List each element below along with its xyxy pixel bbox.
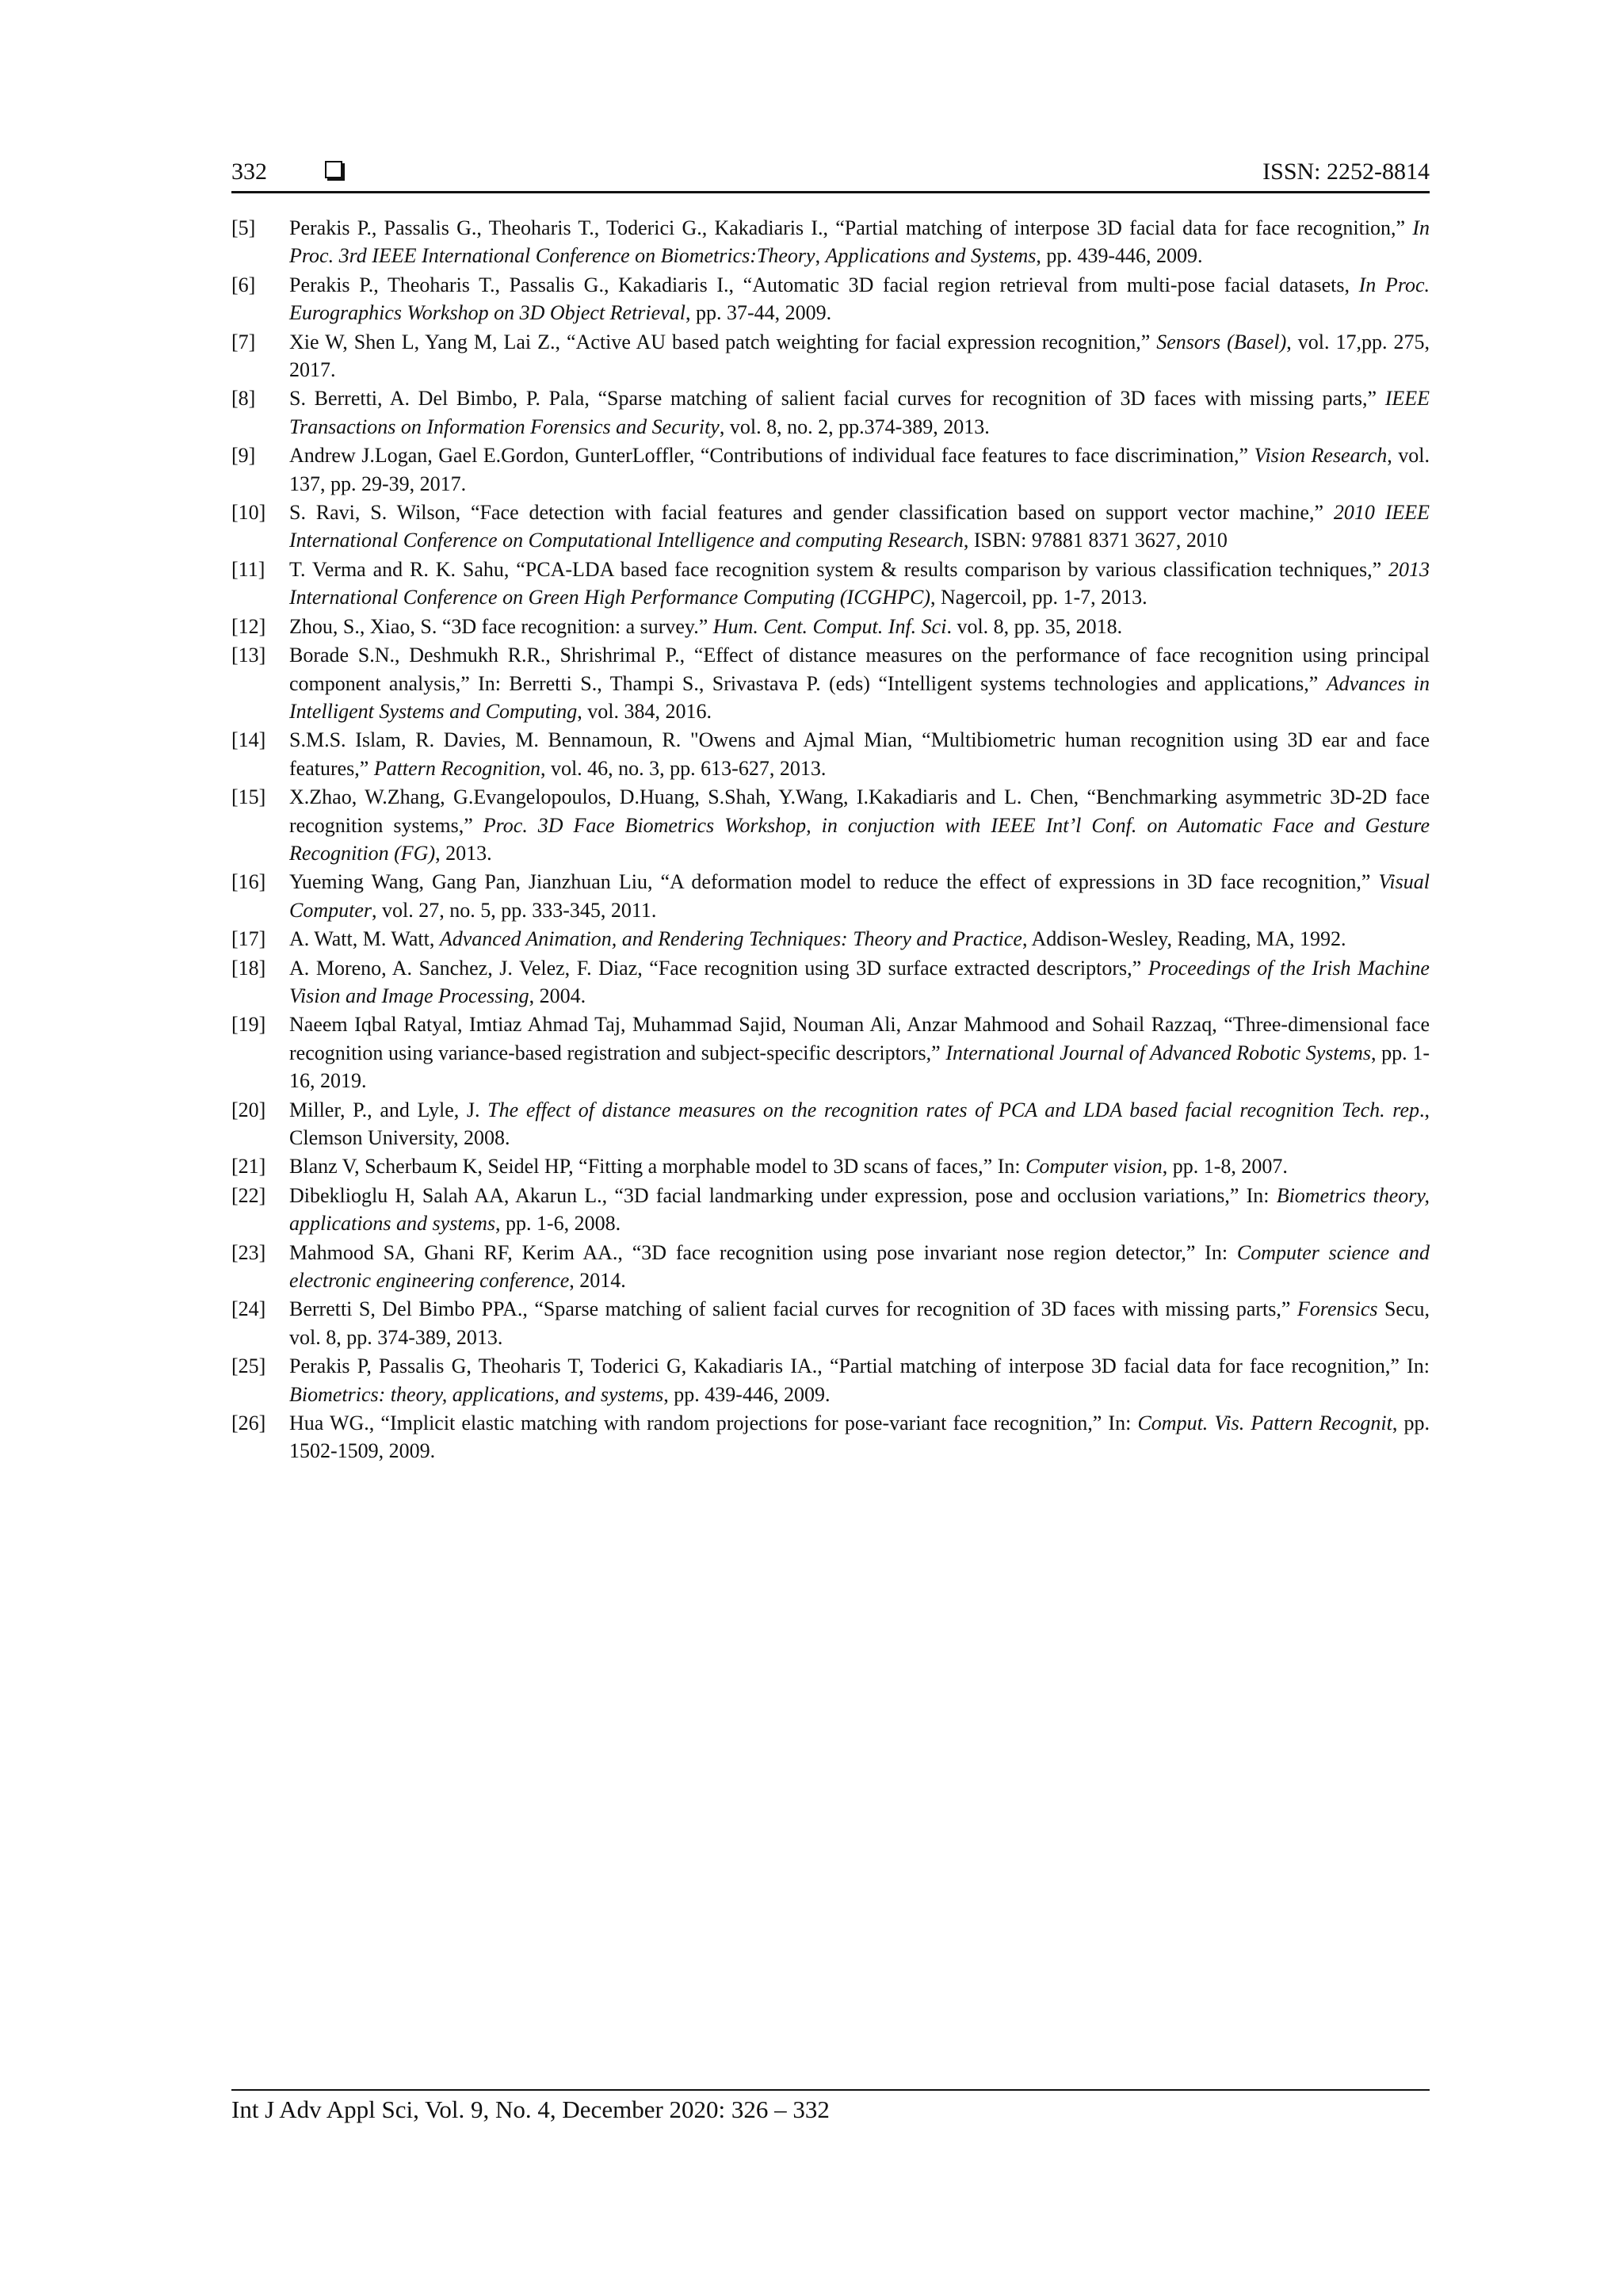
reference-venue-italic: International Journal of Advanced Robotic Systems: [945, 1041, 1372, 1064]
reference-venue-italic: Proc. 3D Face Biometrics Workshop, in conjuction with IEEE Int’l Conf. on Automatic Face and Gesture Recognition (FG): [289, 813, 1430, 865]
reference-text: [289, 1182, 1430, 1238]
reference-item: [231, 499, 1430, 555]
reference-number: [21]: [231, 1155, 266, 1179]
reference-item: [231, 271, 1430, 327]
reference-venue-italic: 2010 IEEE International Conference on Computational Intelligence and computing Research: [289, 501, 1430, 552]
reference-text-segment: Secu, vol. 8, pp. 374-389, 2013.: [289, 1297, 1430, 1349]
reference-text-segment: , 2013.: [435, 841, 492, 865]
reference-venue-italic: Pattern Recognition: [373, 756, 540, 780]
reference-text-segment: Andrew J.Logan, Gael E.Gordon, GunterLoffler, “Contributions of individual face features to face discrimination,”: [289, 444, 1254, 468]
reference-venue-italic: In Proc. 3rd IEEE International Conference on Biometrics:Theory: [289, 216, 1430, 268]
reference-number: [9]: [231, 444, 256, 468]
reference-list: [231, 214, 1430, 1466]
reference-item: [231, 868, 1430, 924]
reference-text: [289, 1295, 1430, 1351]
reference-text-segment: Berretti S, Del Bimbo PPA., “Sparse matching of salient facial curves for recognition of 3D faces with missing parts,”: [289, 1297, 1297, 1321]
issn-label: ISSN: 2252-8814: [1262, 159, 1430, 185]
reference-item: [231, 1295, 1430, 1351]
reference-text-segment: , pp. 37-44, 2009.: [685, 301, 832, 325]
reference-text: [289, 328, 1430, 384]
reference-text-segment: . vol. 8, pp. 35, 2018.: [946, 614, 1123, 638]
reference-venue-italic: Sensors (Basel): [1156, 330, 1287, 353]
reference-number: [14]: [231, 728, 266, 752]
reference-item: [231, 214, 1430, 270]
reference-item: [231, 1352, 1430, 1408]
reference-text: [289, 783, 1430, 867]
checkbox-square-icon: [325, 161, 342, 178]
reference-text: [289, 1152, 1430, 1180]
reference-text-segment: , vol. 137, pp. 29-39, 2017.: [289, 444, 1430, 495]
reference-number: [5]: [231, 216, 256, 239]
reference-text: [289, 214, 1430, 270]
reference-venue-italic: Advances in Intelligent Systems and Computing: [289, 671, 1430, 723]
reference-number: [26]: [231, 1412, 266, 1435]
reference-number: [22]: [231, 1183, 266, 1207]
reference-text-segment: Zhou, S., Xiao, S. “3D face recognition: a survey.”: [289, 614, 713, 638]
reference-venue-italic: Visual Computer: [289, 870, 1430, 922]
reference-text: [289, 613, 1430, 640]
reference-number: [19]: [231, 1013, 266, 1037]
reference-number: [12]: [231, 614, 266, 638]
reference-text-segment: , pp. 1-16, 2019.: [289, 1041, 1430, 1093]
reference-item: [231, 441, 1430, 498]
reference-text-segment: ., Clemson University, 2008.: [289, 1098, 1430, 1149]
reference-text: [289, 271, 1430, 327]
reference-item: [231, 613, 1430, 640]
reference-text-segment: T. Verma and R. K. Sahu, “PCA-LDA based face recognition system & results comparison by various classification techniques,”: [289, 557, 1388, 581]
reference-text-segment: Mahmood SA, Ghani RF, Kerim AA., “3D face recognition using pose invariant nose region detector,” In:: [289, 1240, 1237, 1264]
reference-text: [289, 384, 1430, 441]
journal-citation-footer: Int J Adv Appl Sci, Vol. 9, No. 4, December 2020: 326 – 332: [231, 2095, 830, 2123]
reference-number: [16]: [231, 870, 266, 894]
reference-item: [231, 954, 1430, 1010]
reference-text: [289, 1096, 1430, 1152]
reference-text-segment: , pp. 1502-1509, 2009.: [289, 1412, 1430, 1463]
reference-text-segment: S.M.S. Islam, R. Davies, M. Bennamoun, R. "Owens and Ajmal Mian, “Multibiometric human recognition using 3D ear and face features,”: [289, 728, 1430, 780]
page-number: 332: [231, 159, 267, 185]
reference-text-segment: Perakis P, Passalis G, Theoharis T, Toderici G, Kakadiaris IA., “Partial matching of interpose 3D facial data for face recognition,” In:: [289, 1354, 1430, 1378]
reference-number: [24]: [231, 1297, 266, 1321]
reference-text-segment: , 2004.: [529, 984, 586, 1007]
reference-text: [289, 556, 1430, 612]
footer-divider: [231, 2089, 1430, 2091]
reference-text-segment: , pp. 439-446, 2009.: [1036, 244, 1203, 268]
reference-venue-italic: IEEE Transactions on Information Forensics and Security: [289, 387, 1430, 438]
header-divider: [231, 191, 1430, 193]
reference-text-segment: Naeem Iqbal Ratyal, Imtiaz Ahmad Taj, Muhammad Sajid, Nouman Ali, Anzar Mahmood and Sohail Razzaq, “Three-dimensional face recognition using variance-based registration and subject-specific descriptors,”: [289, 1013, 1430, 1064]
reference-text: [289, 1352, 1430, 1408]
reference-venue-italic: Hum. Cent. Comput. Inf. Sci: [712, 614, 947, 638]
reference-item: [231, 556, 1430, 612]
reference-text: [289, 726, 1430, 782]
reference-number: [17]: [231, 927, 266, 951]
reference-text-segment: , pp. 1-6, 2008.: [495, 1212, 621, 1236]
reference-text: [289, 954, 1430, 1010]
reference-number: [13]: [231, 644, 266, 667]
reference-venue-italic: Forensics: [1296, 1297, 1378, 1321]
reference-number: [8]: [231, 387, 256, 411]
reference-text-segment: A. Watt, M. Watt,: [289, 927, 440, 951]
reference-venue-italic: Comput. Vis. Pattern Recognit: [1137, 1412, 1392, 1435]
reference-number: [20]: [231, 1098, 266, 1121]
reference-text-segment: Blanz V, Scherbaum K, Seidel HP, “Fitting a morphable model to 3D scans of faces,” In:: [289, 1155, 1026, 1179]
reference-venue-italic: Advanced Animation, and Rendering Techniques: Theory and Practice: [439, 927, 1022, 951]
reference-number: [23]: [231, 1240, 266, 1264]
reference-item: [231, 1152, 1430, 1180]
reference-item: [231, 1182, 1430, 1238]
reference-text: [289, 1010, 1430, 1095]
reference-text-segment: Dibeklioglu H, Salah AA, Akarun L., “3D facial landmarking under expression, pose and occlusion variations,” In:: [289, 1183, 1277, 1207]
reference-number: [11]: [231, 557, 265, 581]
reference-venue-italic: Computer vision: [1025, 1155, 1163, 1179]
reference-venue-italic: Biometrics theory, applications and systems: [289, 1183, 1430, 1236]
reference-venue-italic: The effect of distance measures on the recognition rates of PCA and LDA based facial recognition Tech. rep: [487, 1098, 1419, 1121]
reference-number: [7]: [231, 330, 256, 353]
reference-item: [231, 1010, 1430, 1095]
reference-text-segment: S. Berretti, A. Del Bimbo, P. Pala, “Sparse matching of salient facial curves for recognition of 3D faces with missing parts,”: [289, 387, 1385, 411]
reference-text-segment: , vol. 8, no. 2, pp.374-389, 2013.: [719, 415, 990, 438]
reference-number: [15]: [231, 785, 266, 809]
reference-venue-italic: Computer science and electronic engineering conference: [289, 1240, 1430, 1293]
page-header: [231, 155, 1430, 193]
reference-text-segment: Perakis P., Passalis G., Theoharis T., Toderici G., Kakadiaris I., “Partial matching of interpose 3D facial data for face recognition,”: [289, 216, 1413, 239]
reference-item: [231, 641, 1430, 725]
reference-item: [231, 925, 1430, 953]
reference-text-segment: Hua WG., “Implicit elastic matching with random projections for pose-variant face recognition,” In:: [289, 1412, 1138, 1435]
reference-text: [289, 641, 1430, 725]
reference-text-segment: A. Moreno, A. Sanchez, J. Velez, F. Diaz, “Face recognition using 3D surface extracted descriptors,”: [289, 956, 1148, 980]
reference-text-segment: Yueming Wang, Gang Pan, Jianzhuan Liu, “A deformation model to reduce the effect of expressions in 3D face recognition,”: [289, 870, 1379, 894]
reference-item: [231, 1409, 1430, 1465]
reference-text: [289, 868, 1430, 924]
reference-text-segment: , vol. 384, 2016.: [577, 699, 712, 723]
reference-venue-italic: 2013 International Conference on Green High Performance Computing (ICGHPC): [289, 557, 1430, 609]
reference-item: [231, 328, 1430, 384]
reference-text: [289, 925, 1430, 953]
reference-venue-italic: Applications and Systems: [825, 244, 1037, 268]
reference-item: [231, 783, 1430, 867]
reference-text-segment: S. Ravi, S. Wilson, “Face detection with facial features and gender classification based on support vector machine,”: [289, 501, 1334, 525]
reference-text-segment: ,: [815, 244, 826, 268]
reference-text-segment: Perakis P., Theoharis T., Passalis G., Kakadiaris I., “Automatic 3D facial region retrieval from multi-pose facial datasets,: [289, 273, 1359, 296]
reference-text-segment: , vol. 27, no. 5, pp. 333-345, 2011.: [372, 898, 657, 922]
reference-number: [6]: [231, 273, 256, 296]
reference-item: [231, 726, 1430, 782]
reference-text-segment: Xie W, Shen L, Yang M, Lai Z., “Active AU based patch weighting for facial expression recognition,”: [289, 330, 1157, 353]
reference-item: [231, 1239, 1430, 1295]
reference-text-segment: Miller, P., and Lyle, J.: [289, 1098, 488, 1121]
reference-venue-italic: Biometrics: theory, applications, and systems: [289, 1382, 664, 1406]
reference-text: [289, 1239, 1430, 1295]
reference-venue-italic: In Proc. Eurographics Workshop on 3D Object Retrieval: [289, 273, 1430, 325]
reference-item: [231, 1096, 1430, 1152]
reference-text: [289, 1409, 1430, 1465]
reference-venue-italic: Proceedings of the Irish Machine Vision and Image Processing: [289, 956, 1430, 1007]
reference-number: [18]: [231, 956, 266, 980]
reference-text: [289, 441, 1430, 498]
reference-text-segment: , ISBN: 97881 8371 3627, 2010: [963, 529, 1228, 552]
reference-text: [289, 499, 1430, 555]
reference-number: [10]: [231, 501, 266, 525]
reference-text-segment: Borade S.N., Deshmukh R.R., Shrishrimal P., “Effect of distance measures on the performance of face recognition using principal component analysis,” In: Berretti S., Thampi S., Srivastava P. (eds) “Intelligent systems technologies and applications,”: [289, 644, 1430, 695]
reference-text-segment: , Addison-Wesley, Reading, MA, 1992.: [1022, 927, 1346, 951]
reference-text-segment: , Nagercoil, pp. 1-7, 2013.: [930, 586, 1148, 609]
reference-text-segment: X.Zhao, W.Zhang, G.Evangelopoulos, D.Huang, S.Shah, Y.Wang, I.Kakadiaris and L. Chen, “Benchmarking asymmetric 3D-2D face recognition systems,”: [289, 785, 1430, 837]
reference-text-segment: , pp. 1-8, 2007.: [1162, 1155, 1288, 1179]
reference-item: [231, 384, 1430, 441]
reference-text-segment: , pp. 439-446, 2009.: [663, 1382, 831, 1406]
reference-number: [25]: [231, 1354, 266, 1378]
reference-venue-italic: Vision Research: [1254, 444, 1388, 468]
reference-text-segment: , vol. 17,pp. 275, 2017.: [289, 330, 1430, 382]
reference-text-segment: , vol. 46, no. 3, pp. 613-627, 2013.: [540, 756, 827, 780]
reference-text-segment: , 2014.: [569, 1269, 626, 1293]
